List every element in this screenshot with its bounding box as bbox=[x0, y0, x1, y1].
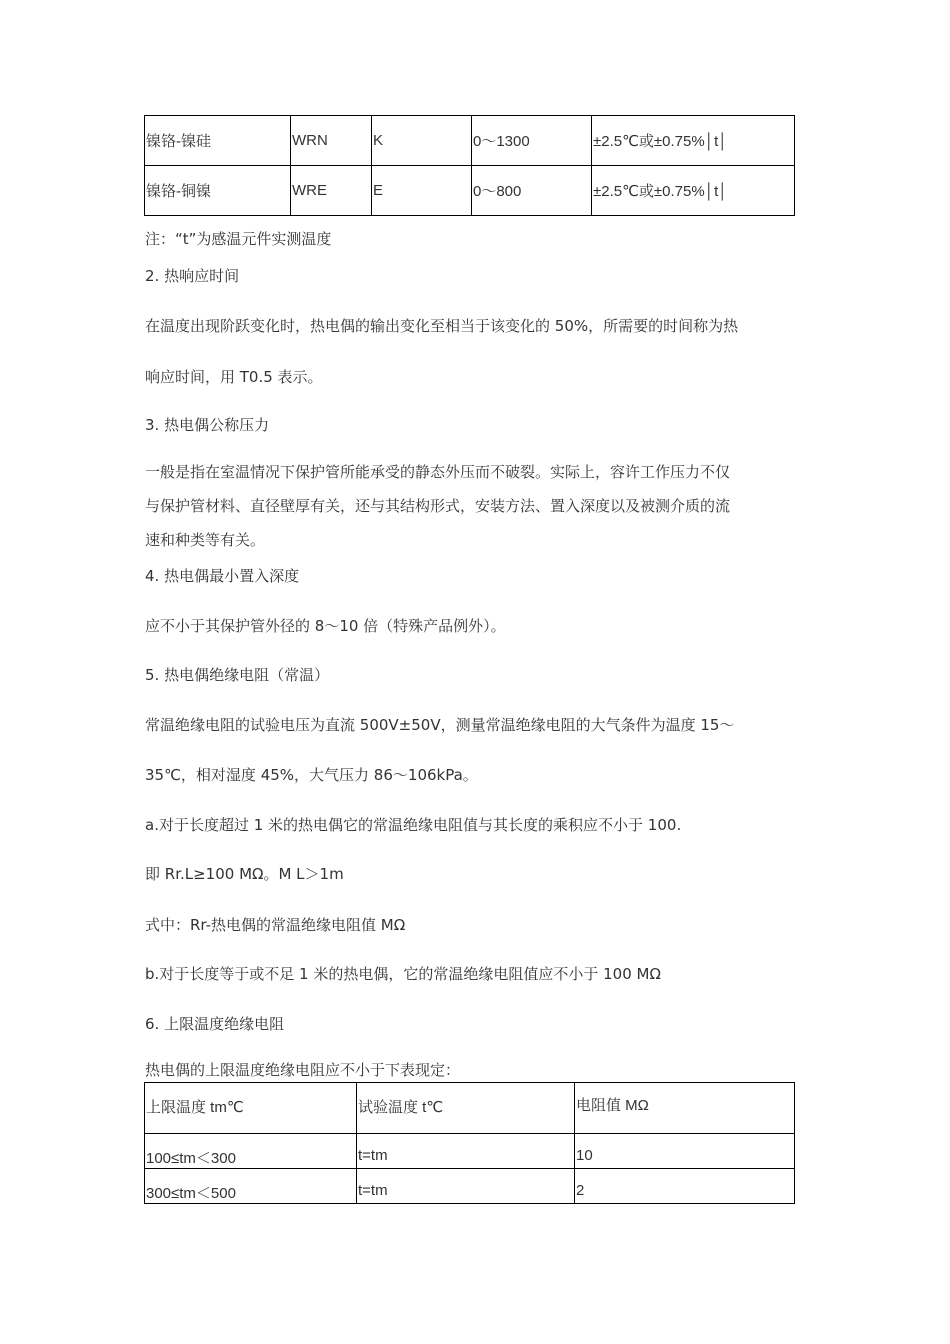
table-row bbox=[145, 1169, 795, 1204]
paragraph-line: a.对于长度超过 1 米的热电偶它的常温绝缘电阻值与其长度的乘积应不小于 100. bbox=[145, 816, 682, 834]
table-row bbox=[145, 166, 795, 216]
section-heading-insertion-depth: 4. 热电偶最小置入深度 bbox=[145, 567, 300, 585]
paragraph-line: 式中：Rr-热电偶的常温绝缘电阻值 MΩ bbox=[145, 916, 406, 934]
table-cell: E bbox=[372, 166, 472, 216]
paragraph-line: 应不小于其保护管外径的 8～10 倍（特殊产品例外）。 bbox=[145, 617, 506, 635]
table-cell: t=tm bbox=[357, 1169, 575, 1204]
table-row bbox=[145, 1134, 795, 1169]
thermocouple-spec-table bbox=[144, 115, 795, 216]
table-cell: 300≤tm＜500 bbox=[145, 1169, 357, 1204]
section-heading-response-time: 2. 热响应时间 bbox=[145, 267, 240, 285]
paragraph-line: 响应时间，用 T0.5 表示。 bbox=[145, 368, 323, 386]
table-cell: WRN bbox=[291, 116, 372, 166]
section-heading-nominal-pressure: 3. 热电偶公称压力 bbox=[145, 416, 270, 434]
table-cell: 0～1300 bbox=[472, 116, 592, 166]
paragraph-line: 速和种类等有关。 bbox=[145, 531, 266, 549]
table-row bbox=[145, 116, 795, 166]
table-cell: 0～800 bbox=[472, 166, 592, 216]
table-cell: K bbox=[372, 116, 472, 166]
paragraph-line: 一般是指在室温情况下保护管所能承受的静态外压而不破裂。实际上，容许工作压力不仅 bbox=[145, 463, 731, 481]
table-header-cell: 试验温度 t℃ bbox=[357, 1083, 575, 1134]
table-note: 注：“t”为感温元件实测温度 bbox=[145, 230, 332, 248]
table-cell: ±2.5℃或±0.75%│t│ bbox=[592, 166, 795, 216]
paragraph-line: 35℃，相对湿度 45%，大气压力 86～106kPa。 bbox=[145, 766, 478, 784]
paragraph-line: 即 Rr.L≥100 MΩ。M L＞1m bbox=[145, 865, 344, 883]
section-heading-upper-limit-resistance: 6. 上限温度绝缘电阻 bbox=[145, 1015, 285, 1033]
table-cell: t=tm bbox=[357, 1134, 575, 1169]
section-heading-insulation-resistance: 5. 热电偶绝缘电阻（常温） bbox=[145, 666, 330, 684]
insulation-resistance-table bbox=[144, 1082, 795, 1204]
paragraph-line: 常温绝缘电阻的试验电压为直流 500V±50V，测量常温绝缘电阻的大气条件为温度 15～ bbox=[145, 716, 735, 734]
paragraph-line: b.对于长度等于或不足 1 米的热电偶，它的常温绝缘电阻值应不小于 100 MΩ bbox=[145, 965, 661, 983]
paragraph-line: 在温度出现阶跃变化时，热电偶的输出变化至相当于该变化的 50%，所需要的时间称为热 bbox=[145, 317, 739, 335]
table-cell: 镍铬-铜镍 bbox=[145, 166, 291, 216]
table-header-cell: 上限温度 tm℃ bbox=[145, 1083, 357, 1134]
table-header-row bbox=[145, 1083, 795, 1134]
table-cell: 镍铬-镍硅 bbox=[145, 116, 291, 166]
table-cell: 2 bbox=[575, 1169, 795, 1204]
table-cell: 10 bbox=[575, 1134, 795, 1169]
table-cell: WRE bbox=[291, 166, 372, 216]
table-header-cell: 电阻值 MΩ bbox=[575, 1083, 795, 1134]
paragraph-line: 热电偶的上限温度绝缘电阻应不小于下表现定： bbox=[145, 1061, 461, 1079]
table-cell: ±2.5℃或±0.75%│t│ bbox=[592, 116, 795, 166]
paragraph-line: 与保护管材料、直径壁厚有关，还与其结构形式，安装方法、置入深度以及被测介质的流 bbox=[145, 497, 731, 515]
table-cell: 100≤tm＜300 bbox=[145, 1134, 357, 1169]
